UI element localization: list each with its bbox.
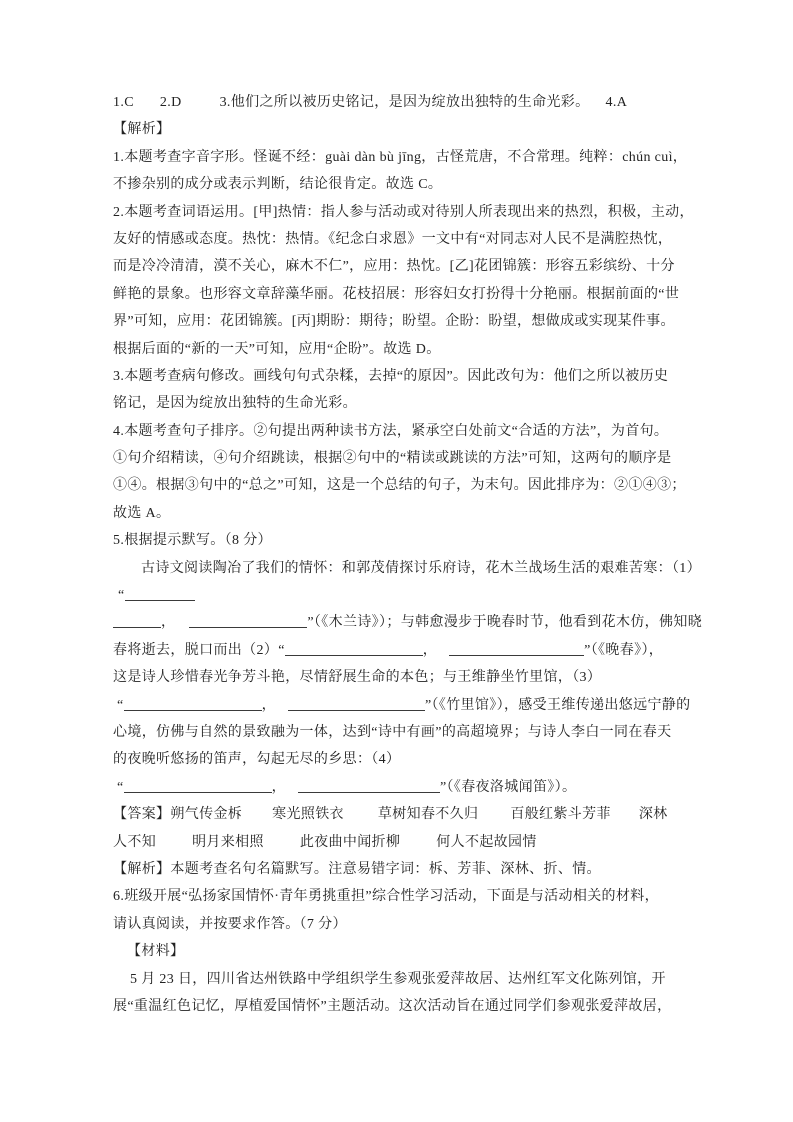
question5-title bbox=[113, 527, 685, 554]
text-run: 2.D bbox=[159, 95, 182, 110]
text-run: 6.班级开展“弘扬家国情怀·青年勇挑重担”综合性学习活动，下面是与活动相关的材料， bbox=[113, 889, 659, 905]
material-line bbox=[113, 966, 685, 993]
spacer bbox=[286, 790, 298, 791]
spacer bbox=[264, 845, 300, 846]
text-run: 【解析】 bbox=[113, 122, 171, 138]
fill-in-blank-underline bbox=[285, 642, 423, 656]
text-run: 3.本题考查病句修改。画线句句式杂糅，去掉“的原因”。因此改句为：他们之所以被历史 bbox=[113, 368, 669, 384]
fill-in-blank-underline bbox=[189, 614, 307, 628]
text-run: 【材料】 bbox=[127, 944, 185, 960]
spacer bbox=[590, 105, 606, 106]
text-run: 百般红紫斗芳菲 bbox=[510, 807, 611, 823]
analysis-q3-line bbox=[113, 363, 685, 390]
fill-in-blank-underline bbox=[124, 697, 262, 711]
text-run: 这是诗人珍惜春光争芳斗艳，尽情舒展生命的本色；与王维静坐竹里馆，（3） bbox=[113, 670, 602, 686]
question5-stem-line bbox=[113, 746, 685, 773]
analysis-q1-line bbox=[113, 144, 688, 171]
text-run: 1.C bbox=[113, 95, 134, 110]
question5-answer-line bbox=[113, 801, 685, 828]
text-run: 请认真阅读，并按要求作答。（7 分） bbox=[113, 916, 347, 932]
text-run: ”（《竹里馆》），感受王维传递出悠远宁静的 bbox=[424, 697, 691, 713]
text-run: ， bbox=[422, 642, 438, 658]
spacer bbox=[478, 817, 510, 818]
text-run: 人不知 bbox=[113, 834, 157, 850]
text-run: ”（《晚春》）， bbox=[584, 642, 664, 658]
analysis-q2-line bbox=[113, 253, 685, 280]
text-run: ， bbox=[161, 615, 176, 631]
text-run: 4.A bbox=[605, 95, 628, 110]
text-run: 而是冷冷清清，漠不关心，麻木不仁”，应用：热忱。[乙]花团锦簇：形容五彩缤纷、十分 bbox=[113, 259, 675, 275]
text-run: ， bbox=[271, 779, 286, 795]
analysis-q4-line bbox=[113, 472, 685, 499]
text-run: “ bbox=[117, 697, 124, 713]
text-run: “ bbox=[118, 588, 125, 604]
question5-stem-line bbox=[113, 719, 685, 746]
text-run: “ bbox=[117, 779, 124, 795]
analysis-q4-line bbox=[113, 445, 685, 472]
spacer bbox=[175, 625, 189, 626]
text-run: 的夜晚听悠扬的笛声，勾起无尽的乡思：（4） bbox=[113, 752, 401, 768]
text-run: 寒光照铁衣 bbox=[272, 807, 344, 823]
question5-answer-line bbox=[113, 829, 685, 856]
text-run: 明月来相照 bbox=[192, 834, 264, 850]
spacer bbox=[182, 105, 220, 106]
text-run: 古诗文阅读陶冶了我们的情怀：和郭茂倩探讨乐府诗，花木兰战场生活的艰难苦寒：（1） bbox=[141, 560, 701, 576]
question5-blank-line bbox=[113, 582, 685, 609]
text-run: 5 月 23 日，四川省达州铁路中学组织学生参观张爱萍故居、达州红军文化陈列馆，开 bbox=[130, 971, 666, 987]
text-run: ”（《木兰诗》）；与韩愈漫步于晚春时节，他看到花木仿，佛知晓 bbox=[307, 615, 703, 631]
analysis-q3-line bbox=[113, 390, 685, 417]
fill-in-blank-underline bbox=[298, 779, 440, 793]
text-run: ”（《春夜洛城闻笛》）。 bbox=[439, 779, 577, 795]
text-run: 【答案】朔气传金柝 bbox=[113, 807, 243, 823]
spacer bbox=[437, 653, 449, 654]
text-run: 2.本题考查词语运用。[甲]热情：指人参与活动或对待别人所表现出来的热烈，积极，主动， bbox=[113, 204, 694, 220]
text-run: 铭记，是因为绽放出独特的生命光彩。 bbox=[113, 396, 357, 412]
analysis-q2-line bbox=[113, 199, 694, 226]
spacer bbox=[276, 708, 288, 709]
text-run: 草树知春不久归 bbox=[377, 807, 479, 823]
text-run: 春将逝去，脱口而出（2）“ bbox=[113, 642, 285, 658]
spacer bbox=[156, 845, 192, 846]
text-run: 友好的情感或态度。热忱：热情。《纪念白求恩》一文中有“对同志对人民不是满腔热忱， bbox=[113, 231, 673, 247]
text-run: 故选 A。 bbox=[113, 505, 171, 521]
question6-title bbox=[113, 911, 685, 938]
analysis-label bbox=[113, 116, 685, 143]
fill-in-blank-underline bbox=[288, 697, 425, 711]
analysis-q2-line bbox=[113, 336, 685, 363]
text-run: 此夜曲中闻折柳 bbox=[299, 834, 401, 850]
spacer bbox=[344, 817, 378, 818]
material-label bbox=[113, 938, 685, 965]
text-run: ①④。根据③句中的“总之”可知，这是一个总结的句子，为末句。因此排序为：②①④③； bbox=[113, 478, 686, 494]
spacer bbox=[242, 817, 272, 818]
question5-blank-line bbox=[113, 774, 685, 801]
analysis-q2-line bbox=[113, 308, 685, 335]
analysis-q2-line bbox=[113, 281, 685, 308]
text-run: ， bbox=[261, 697, 276, 713]
text-run: 根据后面的“新的一天”可知，应用“企盼”。故选 D。 bbox=[113, 341, 441, 357]
text-run: 5.根据提示默写。（8 分） bbox=[113, 533, 272, 549]
question5-blank-line bbox=[113, 609, 703, 636]
text-run: 3.他们之所以被历史铭记，是因为绽放出独特的生命光彩。 bbox=[219, 95, 590, 110]
fill-in-blank-underline bbox=[449, 642, 584, 656]
question5-stem-line bbox=[113, 555, 701, 582]
question5-blank-line bbox=[113, 692, 691, 719]
spacer bbox=[611, 817, 639, 818]
question5-stem-line bbox=[113, 664, 685, 691]
text-run: ①句介绍精读，④句介绍跳读，根据②句中的“精读或跳读的方法”可知，这两句的顺序是 bbox=[113, 451, 672, 467]
analysis-q1-line bbox=[113, 171, 685, 198]
spacer bbox=[400, 845, 436, 846]
material-line bbox=[113, 993, 685, 1020]
text-run: 鲜艳的景象。也形容文章辞藻华丽。花枝招展：形容妇女打扮得十分艳丽。根据前面的“世 bbox=[113, 286, 680, 302]
fill-in-blank-underline bbox=[124, 779, 272, 793]
analysis-q4-line bbox=[113, 418, 685, 445]
fill-in-blank-underline bbox=[113, 614, 161, 628]
analysis-q4-line bbox=[113, 500, 685, 527]
text-run: 心境，仿佛与自然的景致融为一体，达到“诗中有画”的高超境界；与诗人李白一同在春天 bbox=[113, 724, 672, 740]
text-run: 何人不起故园情 bbox=[436, 834, 537, 850]
text-run: 【解析】本题考查名句名篇默写。注意易错字词：柝、芳菲、深林、折、情。 bbox=[113, 861, 601, 877]
answer-key-row bbox=[113, 89, 685, 116]
text-run: 展“重温红色记忆，厚植爱国情怀”主题活动。这次活动旨在通过同学们参观张爱萍故居， bbox=[113, 998, 672, 1014]
text-run: 不掺杂别的成分或表示判断，结论很肯定。故选 C。 bbox=[113, 177, 443, 193]
question5-blank-line bbox=[113, 637, 685, 664]
text-run: 1.本题考查字音字形。怪诞不经：guài dàn bù jīng，古怪荒唐，不合常理。纯粹：chún cuì， bbox=[113, 149, 688, 165]
analysis-q2-line bbox=[113, 226, 685, 253]
spacer bbox=[134, 105, 160, 106]
document-body bbox=[113, 89, 703, 1020]
text-run: 4.本题考查句子排序。②句提出两种读书方法，紧承空白处前文“合适的方法”，为首句。 bbox=[113, 423, 669, 439]
question6-title bbox=[113, 883, 685, 910]
text-run: 界”可知，应用：花团锦簇。[丙]期盼：期待；盼望。企盼：盼望，想做成或实现某件事。 bbox=[113, 314, 675, 330]
question5-analysis-line bbox=[113, 856, 685, 883]
fill-in-blank-underline bbox=[125, 587, 195, 601]
text-run: 深林 bbox=[638, 807, 668, 823]
